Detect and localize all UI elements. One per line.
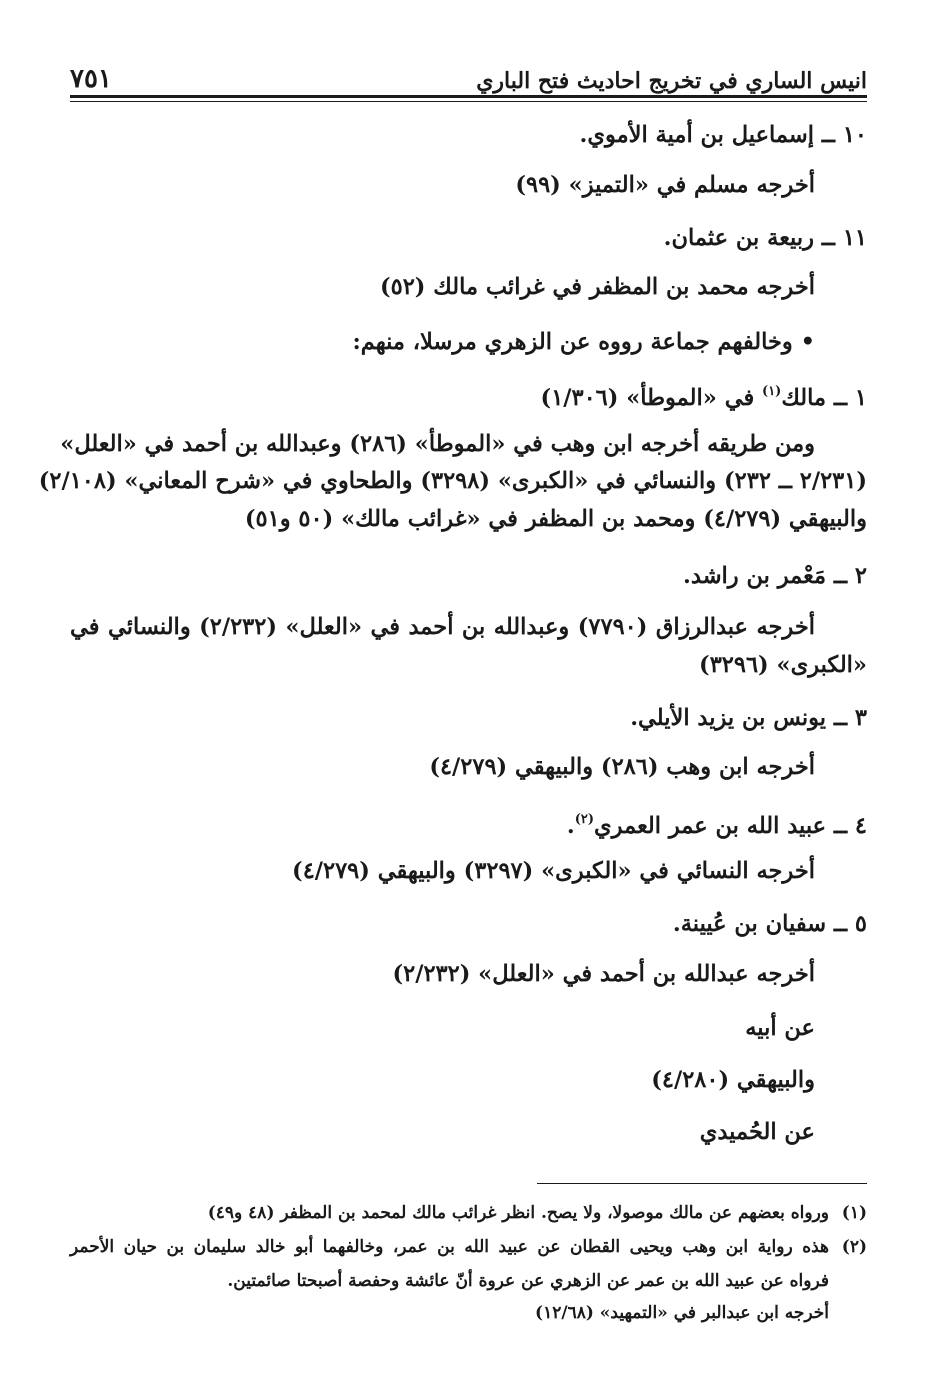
bullet-paragraph: • وخالفهم جماعة رووه عن الزهري مرسلا، منهم: (352, 329, 815, 355)
narrator-heading-3: ٣ ــ يونس بن يزيد الأيلي. (630, 705, 867, 731)
header-rule-thin (70, 101, 867, 102)
page-number: ٧٥١ (70, 64, 112, 94)
heading-text-cont: في «الموطأ» (١/٣٠٦) (540, 385, 763, 411)
takhrij-line: أخرجه عبدالله بن أحمد في «العلل» (٢/٢٣٢) (392, 961, 815, 987)
header-rule (70, 95, 867, 98)
paragraph-line: والبيهقي (٤/٢٧٩) ومحمد بن المظفر في «غرائب مالك» (٥٠ و٥١) (244, 506, 867, 532)
narrator-heading-11: ١١ ــ ربيعة بن عثمان. (663, 225, 867, 251)
paragraph-line: (٢/٢٣١ ــ ٢٣٢) والنسائي في «الكبرى» (٣٢٩٨) والطحاوي في «شرح المعاني» (٢/١٠٨) (38, 468, 867, 494)
paragraph-line: «الكبرى» (٣٢٩٦) (699, 652, 867, 678)
takhrij-line: والبيهقي (٤/٢٨٠) (651, 1067, 815, 1093)
paragraph-line: ومن طريقه أخرجه ابن وهب في «الموطأ» (٢٨٦) وعبدالله بن أحمد في «العلل» (60, 431, 815, 457)
footnote-rule (537, 1183, 867, 1184)
footnote-number: (٢) (841, 1237, 867, 1257)
paragraph-line: أخرجه عبدالرزاق (٧٧٩٠) وعبدالله بن أحمد في «العلل» (٢/٢٣٢) والنسائي في (70, 614, 815, 640)
narrator-heading-4 (70, 805, 867, 841)
footnote-text: ورواه بعضهم عن مالك موصولا، ولا يصح. انظر غرائب مالك لمحمد بن المظفر (٤٨ و٤٩) (207, 1203, 829, 1223)
heading-text: ٤ ــ عبيد الله بن عمر العمري (594, 813, 867, 839)
narrator-heading-2: ٢ ــ مَعْمر بن راشد. (683, 563, 867, 589)
footnote-2-line-3: أخرجه ابن عبدالبر في «التمهيد» (١٢/٦٨) (535, 1303, 829, 1323)
takhrij-line: أخرجه محمد بن المظفر في غرائب مالك (٥٢) (379, 274, 815, 300)
chain-line: عن الحُميدي (699, 1119, 815, 1145)
footnote-ref[interactable]: (٢) (574, 812, 595, 827)
takhrij-line: أخرجه ابن وهب (٢٨٦) والبيهقي (٤/٢٧٩) (429, 754, 815, 780)
running-title: انيس الساري في تخريج احاديث فتح الباري (476, 68, 867, 94)
narrator-heading-1 (70, 377, 867, 413)
narrator-heading-5: ٥ ــ سفيان بن عُيينة. (672, 911, 867, 937)
heading-text-cont: . (566, 813, 575, 839)
footnote-2 (70, 1234, 867, 1260)
narrator-heading-10: ١٠ ــ إسماعيل بن أمية الأموي. (579, 122, 867, 148)
footnote-ref[interactable]: (١) (762, 384, 782, 399)
footnote-text: هذه رواية ابن وهب ويحيى القطان عن عبيد الله بن عمر، وخالفهما أبو خالد سليمان بن حيان الأحمر (70, 1237, 829, 1257)
footnote-2-line-2: فرواه عن عبيد الله بن عمر عن الزهري عن عروة أنّ عائشة وحفصة أصبحتا صائمتين. (227, 1271, 829, 1291)
takhrij-line: أخرجه مسلم في «التميز» (٩٩) (515, 172, 815, 198)
footnote-1 (70, 1200, 867, 1226)
heading-text: ١ ــ مالك (781, 385, 867, 411)
chain-line: عن أبيه (745, 1015, 815, 1041)
page-header (70, 50, 867, 94)
takhrij-line: أخرجه النسائي في «الكبرى» (٣٢٩٧) والبيهقي (٤/٢٧٩) (292, 858, 815, 884)
footnote-number: (١) (841, 1203, 867, 1223)
